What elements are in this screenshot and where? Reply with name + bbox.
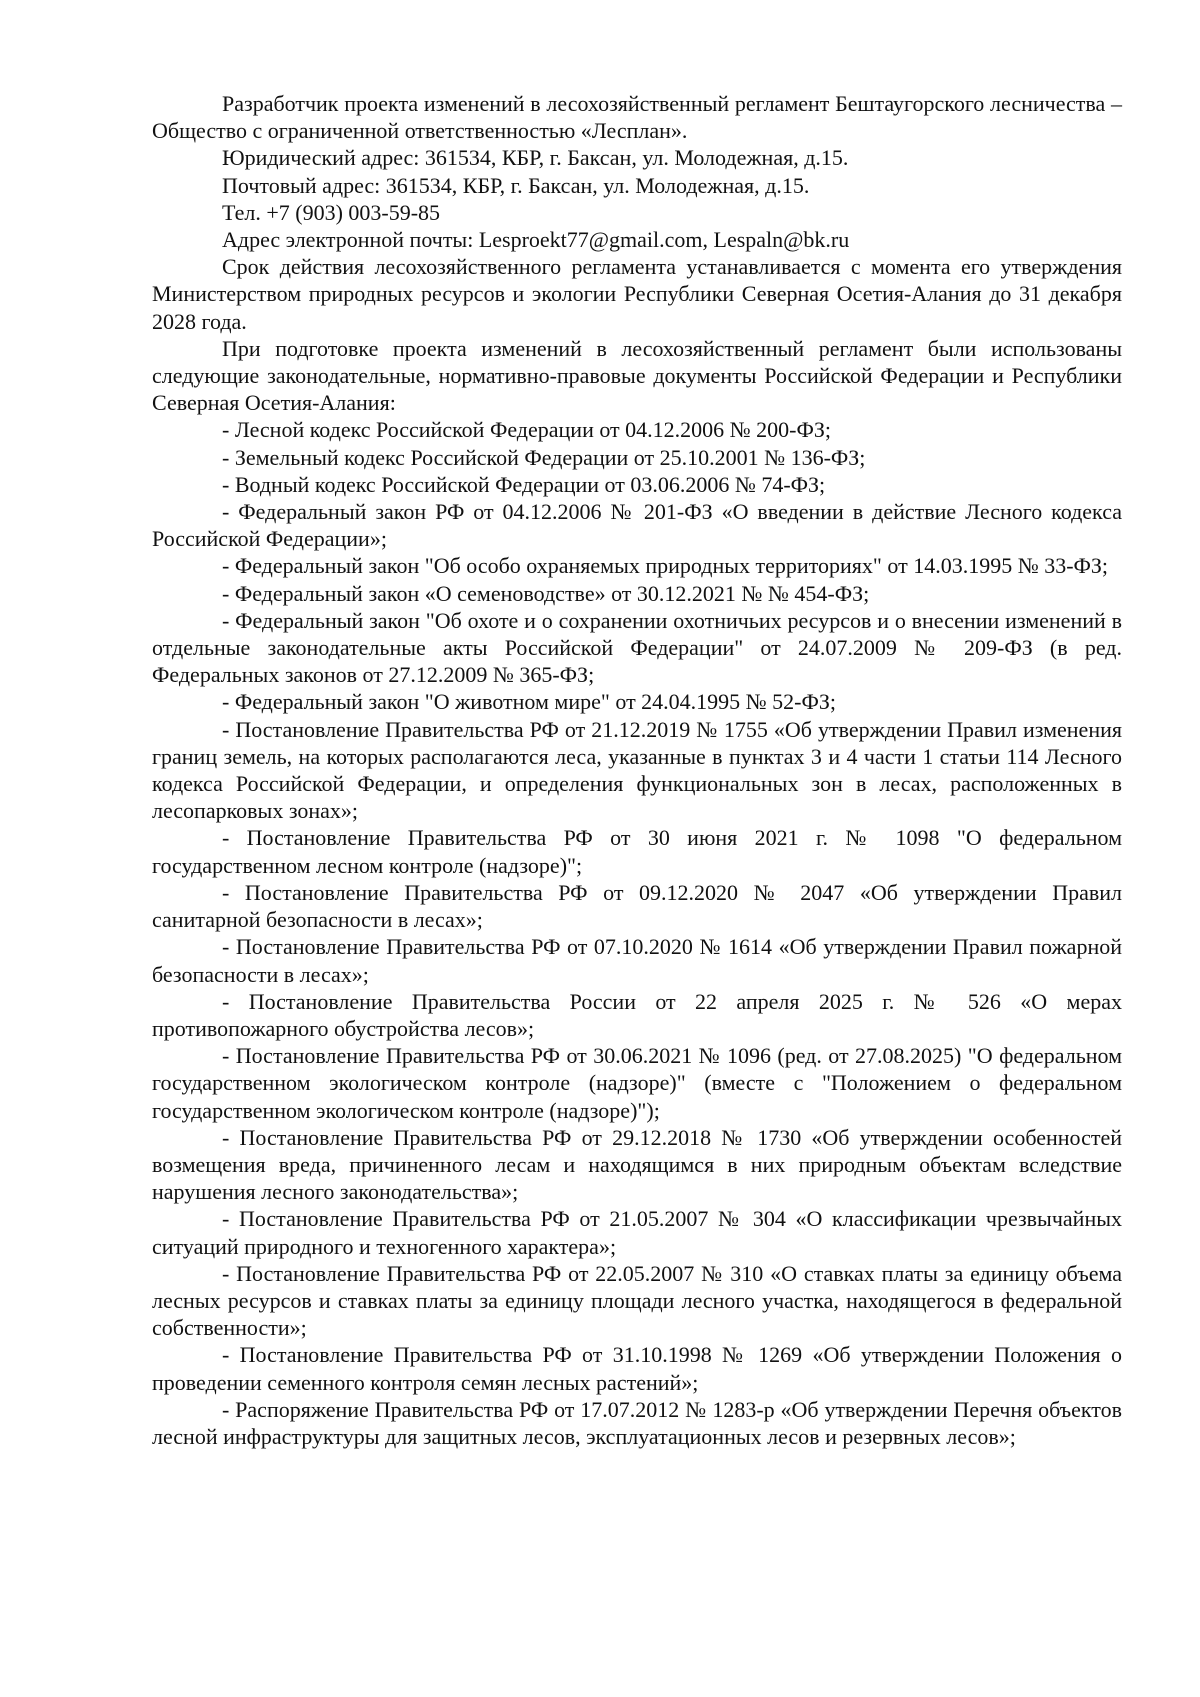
list-item-water-code: - Водный кодекс Российской Федерации от 03.06.2006 № 74-ФЗ;: [222, 471, 826, 497]
paragraph-sources-intro: При подготовке проекта изменений в лесохозяйственный регламент были использованы следующие законодательные, нормативно-правовые документы Российской Федерации и Республики Северная Осетия-Алания:: [152, 335, 1122, 416]
paragraph-postal-address: Почтовый адрес: 361534, КБР, г. Баксан, ул. Молодежная, д.15.: [222, 172, 810, 198]
list-item-decree-304: - Постановление Правительства РФ от 21.05.2007 № 304 «О классификации чрезвычайных ситуаций природного и техногенного характера»;: [152, 1206, 1122, 1259]
list-item-law-454: - Федеральный закон «О семеноводстве» от 30.12.2021 № № 454-ФЗ;: [222, 580, 870, 606]
list-item-law-52: - Федеральный закон "О животном мире" от 24.04.1995 № 52-ФЗ;: [222, 689, 837, 715]
list-item-decree-1730: - Постановление Правительства РФ от 29.12.2018 № 1730 «Об утверждении особенностей возмещения вреда, причиненного лесам и находящимся в них природным объектам вследствие нарушения лесного законодательства»;: [152, 1124, 1122, 1205]
list-item-decree-310: - Постановление Правительства РФ от 22.05.2007 № 310 «О ставках платы за единицу объема лесных ресурсов и ставках платы за единицу площади лесного участка, находящегося в федеральной собственности»;: [152, 1260, 1122, 1341]
list-item-decree-526: - Постановление Правительства России от 22 апреля 2025 г. № 526 «О мерах противопожарного обустройства лесов»;: [152, 988, 1122, 1041]
paragraph-developer: Разработчик проекта изменений в лесохозяйственный регламент Бештаугорского лесничества – Общество с ограниченной ответственностью «Лесплан».: [152, 91, 1122, 144]
list-item-decree-1614: - Постановление Правительства РФ от 07.10.2020 № 1614 «Об утверждении Правил пожарной безопасности в лесах»;: [152, 934, 1122, 987]
list-item-decree-2047: - Постановление Правительства РФ от 09.12.2020 № 2047 «Об утверждении Правил санитарной безопасности в лесах»;: [152, 879, 1122, 933]
paragraph-phone: Тел. +7 (903) 003-59-85: [222, 199, 441, 225]
list-item-law-209: - Федеральный закон "Об охоте и о сохранении охотничьих ресурсов и о внесении изменений в отдельные законодательные акты Российской Федерации" от 24.07.2009 № 209-ФЗ (в ред. Федеральных законов от 27.12.2009 № 365-ФЗ;: [152, 607, 1122, 688]
list-item-forest-code: - Лесной кодекс Российской Федерации от 04.12.2006 № 200-ФЗ;: [222, 417, 831, 443]
paragraph-email: Адрес электронной почты: Lesproekt77@gmail.com, Lespaln@bk.ru: [222, 227, 850, 253]
paragraph-validity-period: Срок действия лесохозяйственного регламента устанавливается с момента его утверждения Министерством природных ресурсов и экологии Республики Северная Осетия-Алания до 31 декабря 2028 года.: [152, 254, 1122, 334]
list-item-land-code: - Земельный кодекс Российской Федерации от 25.10.2001 № 136-ФЗ;: [222, 444, 866, 470]
list-item-decree-1098: - Постановление Правительства РФ от 30 июня 2021 г. № 1098 "О федеральном государственном лесном контроле (надзоре)";: [152, 825, 1122, 878]
list-item-order-1283-r: - Распоряжение Правительства РФ от 17.07.2012 № 1283-р «Об утверждении Перечня объектов лесной инфраструктуры для защитных лесов, эксплуатационных лесов и резервных лесов»;: [152, 1396, 1122, 1449]
list-item-decree-1269: - Постановление Правительства РФ от 31.10.1998 № 1269 «Об утверждении Положения о проведении семенного контроля семян лесных растений»;: [152, 1342, 1122, 1395]
list-item-decree-1096: - Постановление Правительства РФ от 30.06.2021 № 1096 (ред. от 27.08.2025) "О федеральном государственном экологическом контроле (надзоре)" (вместе с "Положением о федеральном государственном экологическом контроле (надзоре)");: [152, 1043, 1122, 1123]
list-item-law-33: - Федеральный закон "Об особо охраняемых природных территориях" от 14.03.1995 № 33-ФЗ;: [222, 553, 1109, 579]
list-item-law-201: - Федеральный закон РФ от 04.12.2006 № 201-ФЗ «О введении в действие Лесного кодекса Российской Федерации»;: [152, 499, 1122, 552]
paragraph-legal-address: Юридический адрес: 361534, КБР, г. Баксан, ул. Молодежная, д.15.: [222, 145, 849, 171]
document-page: [152, 90, 1122, 1450]
list-item-decree-1755: - Постановление Правительства РФ от 21.12.2019 № 1755 «Об утверждении Правил изменения границ земель, на которых располагаются леса, указанные в пунктах 3 и 4 части 1 статьи 114 Лесного кодекса Российской Федерации, и определения функциональных зон в лесах, расположенных в лесопарковых зонах»;: [152, 716, 1122, 824]
